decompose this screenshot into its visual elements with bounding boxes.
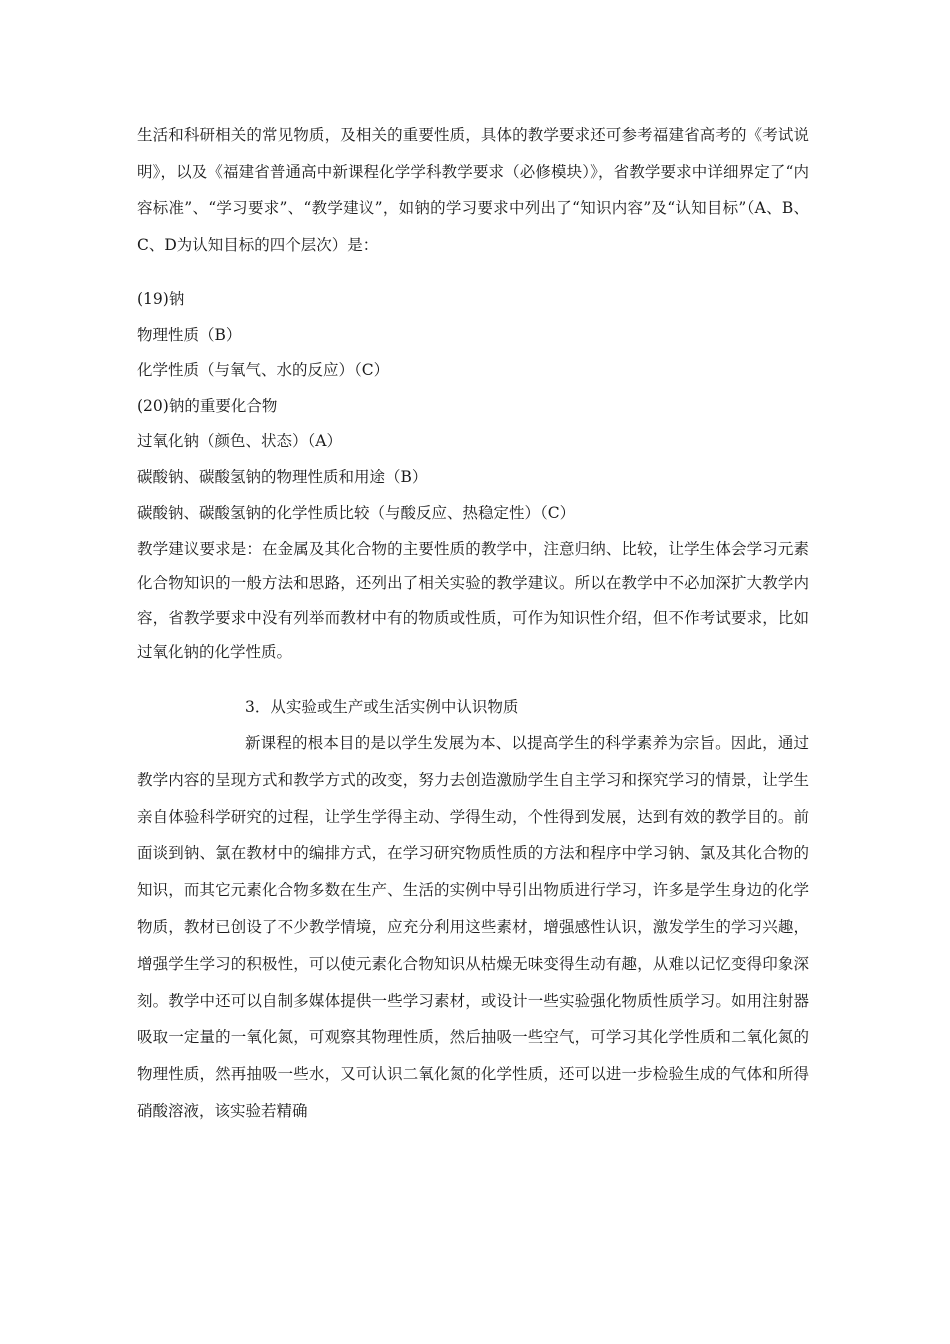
section-paragraph: 新课程的根本目的是以学生发展为本、以提高学生的科学素养为宗旨。因此，通过教学内容的呈现方式和教学方式的改变，努力去创造激励学生自主学习和探究学习的情景，让学生亲自体验科学研究的过程，让学生学得主动、学得生动，个性得到发展，达到有效的教学目的。前面谈到钠、氯在教材中的编排方式，在学习研究物质性质的方法和程序中学习钠、氯及其化合物的知识，而其它元素化合物多数在生产、生活的实例中导引出物质进行学习，许多是学生身边的化学物质，教材已创设了不少教学情境，应充分利用这些素材，增强感性认识，激发学生的学习兴趣，增强学生学习的积极性，可以使元素化合物知识从枯燥无味变得生动有趣，从难以记忆变得印象深刻。教学中还可以自制多媒体提供一些学习素材，或设计一些实验强化物质性质学习。如用注射器吸取一定量的一氧化氮，可观察其物理性质，然后抽吸一些空气，可学习其化学性质和二氧化氮的物理性质，然再抽吸一些水，又可认识二氧化氮的化学性质，还可以进一步检验生成的气体和所得硝酸溶液，该实验若精确: [137, 734, 809, 1120]
list-item: 碳酸钠、碳酸氢钠的物理性质和用途（B）: [137, 467, 428, 486]
list-item: 碳酸钠、碳酸氢钠的化学性质比较（与酸反应、热稳定性）（C）: [137, 503, 576, 522]
requirements-list: [137, 282, 809, 531]
list-item: 物理性质（B）: [137, 325, 242, 344]
list-item: (20)钠的重要化合物: [137, 396, 278, 415]
list-item: 化学性质（与氧气、水的反应）（C）: [137, 361, 390, 380]
list-item: (19)钠: [137, 290, 185, 308]
list-item: 过氧化钠（颜色、状态）（A）: [137, 432, 342, 451]
section-heading: 3．从实验或生产或生活实例中认识物质: [245, 698, 519, 716]
teaching-suggestion-paragraph: 教学建议要求是：在金属及其化合物的主要性质的教学中，注意归纳、比较，让学生体会学习元素化合物知识的一般方法和思路，还列出了相关实验的教学建议。所以在教学中不必加深扩大教学内容，省教学要求中没有列举而教材中有的物质或性质，可作为知识性介绍，但不作考试要求，比如过氧化钠的化学性质。: [137, 540, 809, 662]
intro-paragraph: 生活和科研相关的常见物质，及相关的重要性质，具体的教学要求还可参考福建省高考的《考试说明》，以及《福建省普通高中新课程化学学科教学要求（必修模块）》，省教学要求中详细界定了“内容标准”、“学习要求”、“教学建议”，如钠的学习要求中列出了“知识内容”及“认知目标”（A、B、C、D为认知目标的四个层次）是：: [137, 126, 809, 254]
